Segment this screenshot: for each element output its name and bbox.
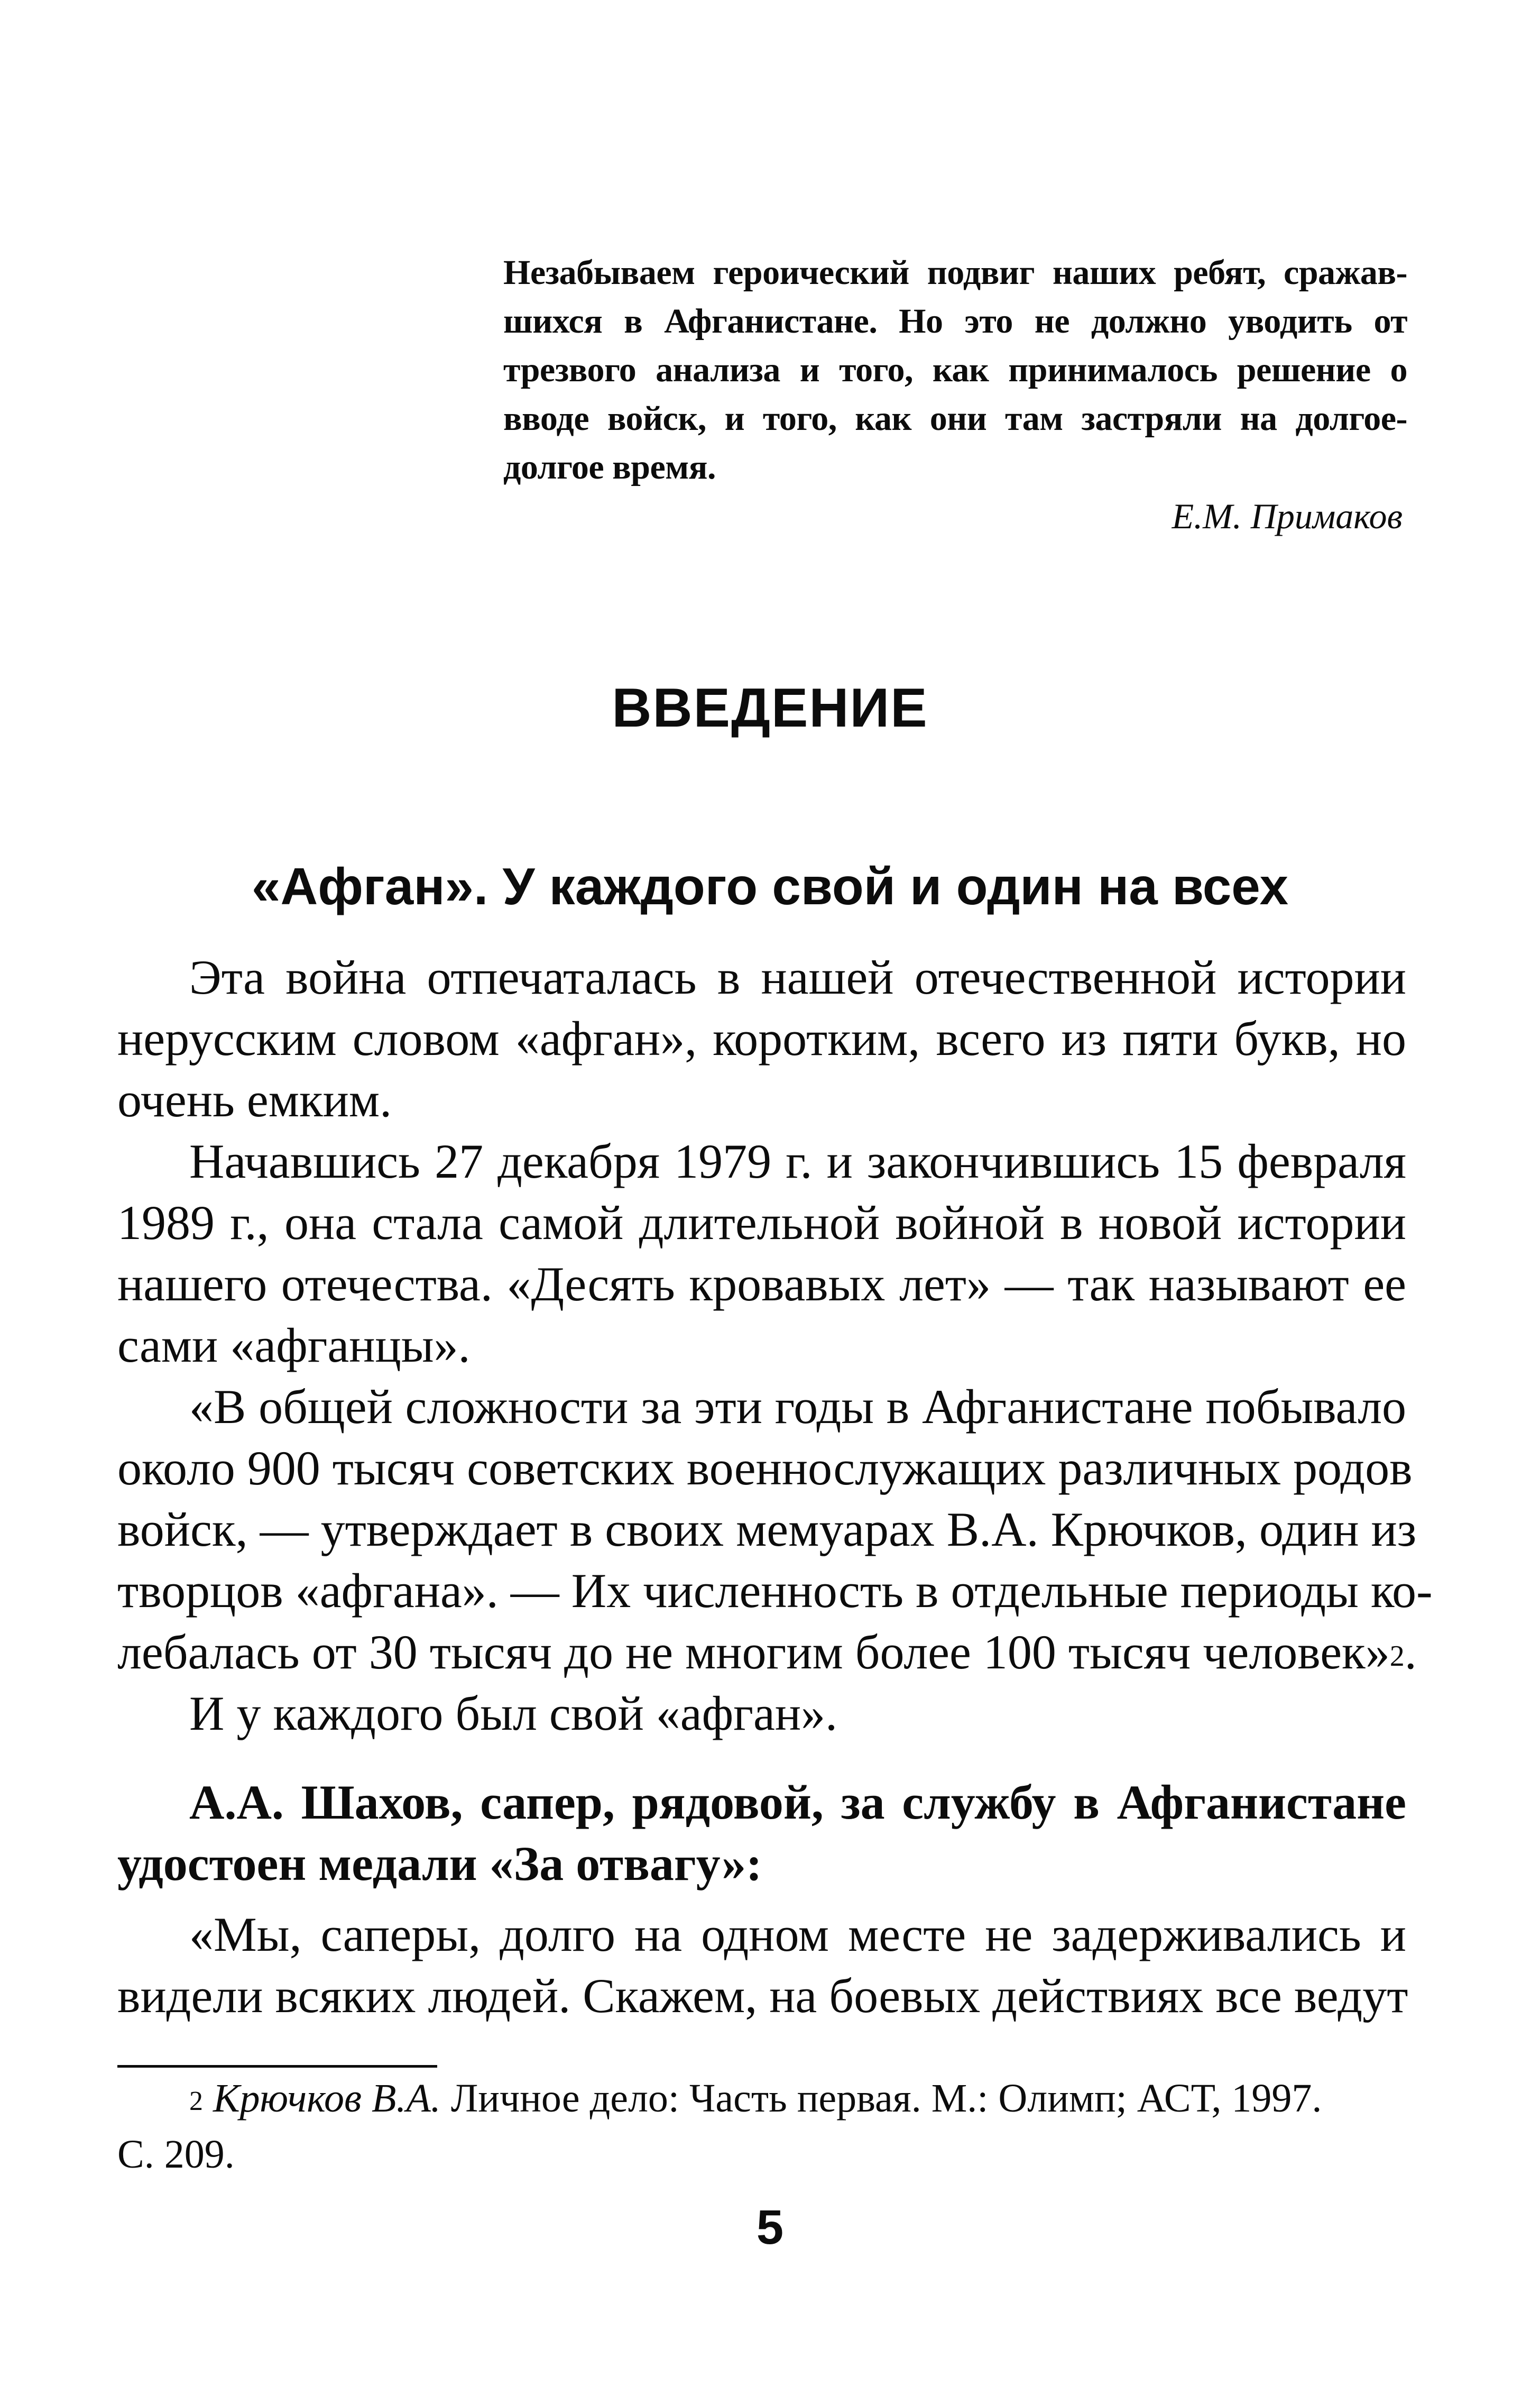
paragraph-line: «В общей сложности за эти годы в Афганистане побывало [189, 1380, 1406, 1434]
epigraph-line: Незабываем героический подвиг наших ребят, сражав- [503, 253, 1407, 292]
section-title: «Афган». У каждого свой и один на всех [251, 857, 1289, 915]
paragraph-line: И у каждого был свой «афган». [189, 1686, 838, 1740]
paragraph-line: нерусским словом «афган», коротким, всего из пяти букв, но [117, 1012, 1406, 1066]
footnote [117, 2070, 1406, 2182]
epigraph-line: долгое время. [503, 448, 716, 487]
footnote-continuation: С. 209. [117, 2132, 235, 2177]
epigraph-author: Е.М. Примаков [1172, 496, 1403, 536]
paragraph-line: 1989 г., она стала самой длительной войной в новой истории [117, 1196, 1406, 1250]
paragraph-line-with-footnote [117, 1621, 1417, 1683]
paragraph-line: сами «афганцы». [117, 1318, 471, 1372]
quote-line: видели всяких людей. Скажем, на боевых действиях все ведут [117, 1969, 1408, 2023]
quote [117, 1904, 1406, 2026]
paragraph-line: очень емким. [117, 1073, 392, 1127]
epigraph-line: шихся в Афганистане. Но это не должно уводить от [503, 302, 1407, 341]
epigraph [503, 249, 1407, 492]
footnote-reference: 2 [1389, 1640, 1405, 1673]
page-number: 5 [756, 2200, 784, 2254]
footnote-line [117, 2070, 1406, 2126]
chapter-title: ВВЕДЕНИЕ [612, 677, 928, 739]
paragraph-line: лебалась от 30 тысяч до не многим более 100 тысяч человек» [117, 1625, 1390, 1679]
paragraph-end-punct: . [1404, 1625, 1417, 1679]
paragraph-line: войск, — утверждает в своих мемуарах В.А. Крючков, один из [117, 1502, 1417, 1556]
paragraph-line: Начавшись 27 декабря 1979 г. и закончившись 15 февраля [189, 1134, 1406, 1188]
paragraph-line: нашего отечества. «Десять кровавых лет» — так называют ее [117, 1257, 1406, 1311]
epigraph-line: вводе войск, и того, как они там застряли на долгое- [503, 399, 1407, 438]
paragraph-line: творцов «афгана». — Их численность в отдельные периоды ко- [117, 1564, 1433, 1618]
body-text [117, 947, 1433, 1744]
speaker-line: А.А. Шахов, сапер, рядовой, за службу в Афганистане [189, 1775, 1406, 1829]
epigraph-line: трезвого анализа и того, как принималось решение о [503, 351, 1407, 389]
paragraph-line: Эта война отпечаталась в нашей отечественной истории [189, 950, 1406, 1004]
footnote-text: Личное дело: Часть первая. М.: Олимп; АСТ, 1997. [440, 2076, 1322, 2121]
speaker-heading [117, 1772, 1406, 1894]
quote-line: «Мы, саперы, долго на одном месте не задерживались и [189, 1907, 1406, 1961]
footnote-marker: 2 [189, 2086, 203, 2116]
footnote-divider [117, 2065, 437, 2068]
footnote-author: Крючков В.А. [213, 2076, 441, 2121]
paragraph-line: около 900 тысяч советских военнослужащих различных родов [117, 1441, 1413, 1495]
speaker-line: удостоен медали «За отвагу»: [117, 1837, 762, 1891]
